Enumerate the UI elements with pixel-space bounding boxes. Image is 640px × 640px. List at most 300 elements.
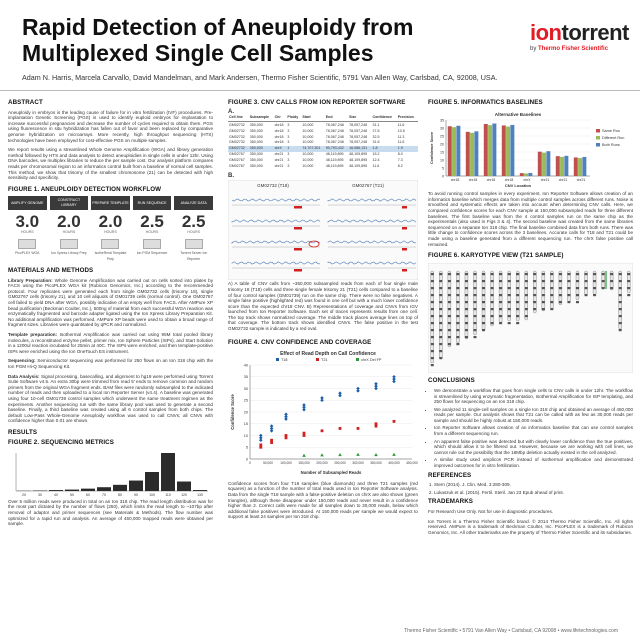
fig2-tick-label: 20 <box>22 493 26 498</box>
chromosome-band <box>602 280 605 282</box>
chromosome-band <box>525 294 528 296</box>
reference-item: 2. Lukaszuk et al. (2015). Fertil. Steril. Jan 23 Epub ahead of print. <box>434 490 633 496</box>
chromosome-band <box>456 294 459 296</box>
chromosome-band <box>456 343 459 345</box>
chromosome-band <box>482 329 485 331</box>
fig4-point-t21 <box>303 432 306 435</box>
chromosome-band <box>576 294 579 296</box>
chromosome-band <box>482 287 485 289</box>
workflow-step-unit: HOURS <box>20 230 34 235</box>
fig5-bar <box>502 125 506 176</box>
chromosome-band <box>431 280 434 282</box>
fig4-chart <box>228 349 418 479</box>
chromosome-band <box>567 280 570 282</box>
workflow-step-label: AMPLIFY GENOME <box>8 196 47 210</box>
chromosome-band <box>465 336 468 338</box>
reference-item: 1. Stern (2014). J. Clin. Med. 3:280-309. <box>434 482 633 488</box>
table-cell: 90,793,432 <box>325 146 348 152</box>
chromosome-band <box>439 315 442 317</box>
chromosome-band <box>448 315 451 317</box>
fig5-y-tick: 5 <box>442 165 444 170</box>
chromosome-band <box>439 357 442 359</box>
workflow-step-unit: HOURS <box>62 230 76 235</box>
fig4-legend-swatch <box>356 358 359 361</box>
list-item: • Ion Reporter Software allows creation of an informatics baseline that can use control samples from a different sequencing run. <box>434 425 633 436</box>
chromosome-band <box>499 273 502 275</box>
fig4-point-t21 <box>270 439 273 442</box>
chromosome-band <box>431 336 434 338</box>
table-cell: chr21 <box>274 164 284 169</box>
fig5-y-tick: 20 <box>440 141 444 146</box>
chromosome-band <box>473 287 476 289</box>
fig4-point-t18 <box>374 387 378 391</box>
abstract-p1: Aneuploidy in embryos is the leading cause of failure for in vitro fertilization (IVF) procedures. Pre-implantation Genetic Screening (PGS) is used to identify euploid embryos for implantation to increase successful pregnancies and decrease the number of cycles required to obtain them. PGS using fluorescence in situ hybridization has fallen out of favor and been replaced by comparative genome hybridization on microarrays. More recently, high throughput sequencing (HTS) technologies have been employed for cost-effective PGS on multiple samples. <box>8 109 213 143</box>
table-cell: 11.6 <box>397 122 405 127</box>
chromosome-band <box>482 294 485 296</box>
table-cell: 48,109,895 <box>349 158 368 163</box>
chromosome-band <box>610 287 613 289</box>
chromosome-band <box>465 315 468 317</box>
workflow-step <box>91 196 130 262</box>
fig4-legend-swatch <box>316 358 319 361</box>
fig5-category-label: chr18 <box>486 177 496 182</box>
chromosome-band <box>482 308 485 310</box>
methods-p1: Library Preparation: Whole Genome Amplification was carried out on cells sorted into plates by FACS using the PicoPLEX WGA kit (Rubicon Genomics, Inc.) according to the recommended protocol. Four replicates were generated each from single GM02732 cells (trisomy 18), single GM02767 cells (trisomy 21), and 10 cell aliquots of GM01739 cells (normal control). One GM02767 cell failed to yield DNA after WGA, possibly indicative of an empty well from FACS. After AMPure XP bead purification (Beckman Coulter, Inc.), 500ng of material from each successful WGA reaction was enzymatically fragmented and barcode adapter ligated using the Ion Xpress Library Preparation Kit. No additional amplification was performed. AMPure XP beads were used to obtain a broad range of fragment sizes. Libraries were quantitated by qPCR and normalized. <box>8 277 213 328</box>
references-heading: REFERENCES <box>428 471 472 479</box>
chromosome-band <box>465 301 468 303</box>
chromosome-band <box>448 294 451 296</box>
table-cell: 350,000 <box>249 128 263 133</box>
table-cell: 32.5 <box>372 134 380 139</box>
fig5-y-tick: 35 <box>440 117 444 122</box>
chromosome-band <box>473 280 476 282</box>
product-image <box>185 239 203 249</box>
chromosome-band <box>465 322 468 324</box>
fig3-label-b: B. <box>228 173 234 180</box>
table-cell: chr21 <box>274 158 284 163</box>
chromosome-band <box>491 287 494 289</box>
chromosome-band <box>533 294 536 296</box>
chromosome-band <box>456 315 459 317</box>
fig5-legend-swatch <box>596 143 600 147</box>
fig5-bar <box>456 125 460 175</box>
fig5-y-tick: 15 <box>440 149 444 154</box>
workflow-step-product: PicoPLEX WGA <box>15 250 40 255</box>
chromosome-band <box>593 287 596 289</box>
fig2-tick-label: 80 <box>118 493 122 498</box>
fig4-point-fp <box>302 454 306 457</box>
fig3-label-a: A. <box>228 108 234 115</box>
chromosome-band <box>542 273 545 275</box>
chromosome-band <box>567 273 570 275</box>
fig5-y-label: Confidence Score <box>430 131 434 164</box>
table-cell: chrX <box>274 146 287 152</box>
fig5-bar <box>470 132 474 175</box>
methods-p3: Sequencing: Semiconductor sequencing was performed for 250 flows on an Ion 318 chip with the Ion PGM Hi-Q Sequencing Kit. <box>8 358 213 369</box>
chromosome-band <box>542 287 545 289</box>
fig4-point-t21 <box>357 427 360 430</box>
chromosome-band <box>465 329 468 331</box>
chromosome-band <box>482 273 485 275</box>
fig4-point-t18 <box>302 403 306 407</box>
table-header-cell: Subsample <box>249 115 274 122</box>
chromosome-band <box>525 287 528 289</box>
table-cell: 78,067,248 <box>325 140 344 145</box>
chromosome-band <box>619 273 622 275</box>
product-image <box>101 239 119 249</box>
fig2-tick-label: 130 <box>197 493 203 498</box>
fig5-y-tick: 30 <box>440 125 444 130</box>
chromosome-band <box>542 308 545 310</box>
chromosome-band <box>576 287 579 289</box>
fig2-tick-label: 40 <box>54 493 58 498</box>
chromosome-band <box>439 301 442 303</box>
table-cell: 48,109,895 <box>349 164 368 169</box>
chromosome-band <box>439 336 442 338</box>
fig5-bar <box>506 126 510 175</box>
fig4-heading: FIGURE 4. CNV CONFIDENCE AND COVERAGE <box>228 338 372 346</box>
fig2-chart <box>8 449 213 497</box>
chromosome-band <box>516 287 519 289</box>
chromosome-band <box>576 301 579 303</box>
table-cell: 48,119,895 <box>325 158 344 163</box>
chromosome-band <box>567 287 570 289</box>
fig5-y-tick: 0 <box>442 173 444 178</box>
fig4-y-tick: 15 <box>243 422 248 427</box>
chromosome-band <box>439 322 442 324</box>
fig5-bar <box>560 156 564 175</box>
fig2-bar <box>177 482 191 492</box>
workflow-step-unit: HOURS <box>187 230 200 235</box>
table-cell: chr18 <box>274 122 284 127</box>
cnv-mark <box>402 248 407 251</box>
fig4-point-t21 <box>375 423 378 426</box>
fig5-legend-swatch <box>596 136 600 140</box>
table-cell: 78,067,248 <box>325 122 344 127</box>
cnv-mark <box>402 206 407 209</box>
ion-torrent-logo: iontorrent by Thermo Fisher Scientific <box>530 20 629 52</box>
methods-p2: Template preparation: Isothermal Amplification was carried out using 95M total pooled library molecules, a reconstituted enzyme pellet, primer mix, Ion Sphere Particles (ISPs), and Start Solution in a 1200ul reaction incubated for 25min at 40C. The ISPs were enriched, and then template-positive ISPs were enriched using the Ion OneTouch ES instrument. <box>8 332 213 354</box>
chromosome-band <box>456 280 459 282</box>
chromosome-band <box>482 322 485 324</box>
workflow-step-product: Ion PGM Sequencer <box>136 250 168 255</box>
chromosome-band <box>482 301 485 303</box>
fig4-legend-label: T21 <box>321 358 328 363</box>
fig5-bar <box>582 157 586 176</box>
list-item: • A similar study used amplicon PCR instead of isothermal amplification and demonstrated improved outcomes for in vitro fertilization. <box>434 457 633 468</box>
chromosome-band <box>508 294 511 296</box>
table-cell: 7.3 <box>397 158 403 163</box>
fig5-category-label: chr18 <box>504 177 514 182</box>
fig4-point-fp <box>338 453 342 456</box>
table-header-cell: Chr <box>274 115 287 122</box>
header-divider <box>0 90 640 91</box>
table-header-cell: Cell line <box>228 115 249 122</box>
fig4-legend-label: chrX Del FP <box>361 358 382 363</box>
table-cell: 48,109,895 <box>349 152 368 157</box>
fig5-category-label: chr18 <box>450 177 460 182</box>
chromosome-band <box>448 308 451 310</box>
fig5-bar <box>488 125 492 176</box>
table-header-cell: Precision <box>397 115 418 122</box>
fig4-point-t21 <box>321 430 324 433</box>
chromosome-band <box>465 308 468 310</box>
trademarks-p2: Ion Torrent is a Thermo Fisher Scientific brand. © 2014 Thermo Fisher Scientific, Inc. All rights reserved. AMPure is a trademark of Beckman Coulter, Inc. PicoPLEX is a trademark of Rubicon Genomics, Inc. All other trademarks are the property of Thermo Fisher Scientific and its subsidiaries. <box>428 518 633 535</box>
chromosome-band <box>439 350 442 352</box>
fig5-caption: To avoid running control samples in every experiment, Ion Reporter Software allows creation of an informatics baseline which merges data from multiple control samples across different runs. Noise is smoothed and systematic effects are taken into account when determining CNV calls. Here, we compared confidence scores for each CNV sample at 150,000 subsampled reads for three different baselines. The first baseline was from the 4 control samples run on the same chip as the experimentals (also used in Figs 3 & 4). The second baseline was created from the same libraries sequenced on a separate Ion 318 chip. The final baseline combined data from both runs. There was little change to confidence scores across the 3 baselines. Accurate calls for T18 and T21 could be made using a baseline generated from a different sequencing run. The chrX false positive call remained. <box>428 191 633 247</box>
fig4-point-t21 <box>259 444 262 447</box>
chromosome-band <box>585 287 588 289</box>
chromosome-band <box>439 273 442 275</box>
table-cell: 350,000 <box>249 152 263 157</box>
chromosome-band <box>559 280 562 282</box>
fig4-x-tick: 100,000 <box>280 461 292 466</box>
chromosome-band <box>448 336 451 338</box>
table-cell: 3 <box>287 152 290 157</box>
chromosome-band <box>619 308 622 310</box>
chromosome-band <box>627 287 630 289</box>
chromosome-band <box>533 273 536 275</box>
chromosome-band <box>593 294 596 296</box>
table-cell: 10,000 <box>302 164 314 169</box>
chromosome-band <box>542 301 545 303</box>
chromosome-band <box>559 287 562 289</box>
chromosome-band <box>516 301 519 303</box>
chromosome-band <box>602 287 605 289</box>
chromosome-band <box>550 273 553 275</box>
cnv-mark <box>294 269 302 272</box>
table-cell: chr21 <box>274 152 284 157</box>
fig5-category-label: chr21 <box>540 177 550 182</box>
chromosome-band <box>533 301 536 303</box>
chromosome <box>491 271 494 326</box>
chromosome-band <box>431 350 434 352</box>
references-list <box>428 482 633 495</box>
chromosome-band <box>491 280 494 282</box>
chromosome-band <box>508 322 511 324</box>
chromosome <box>619 271 622 329</box>
column-1 <box>8 100 213 531</box>
product-image <box>18 239 36 249</box>
table-cell: GM02732 <box>228 146 249 152</box>
fig5-legend-label: Both Runs <box>602 142 620 147</box>
fig4-point-t18 <box>259 434 263 438</box>
table-cell: 3 <box>287 134 290 139</box>
table-cell: 11.3 <box>397 134 405 139</box>
workflow-step-unit: HOURS <box>104 230 117 235</box>
table-cell: 48,119,895 <box>325 164 344 169</box>
chromosome-band <box>482 315 485 317</box>
fig2-tick-label: 60 <box>86 493 90 498</box>
fig3-caption: A) A table of CNV calls from ~350,000 subsampled reads from each of four single male trisomy 18 (T18) cells and three single female trisomy 21 (T21) cells compared to a baseline of four control samples (GM01739) run on the same chip. There were no false negatives. A single false positive (highlighted red) was found in one cell but with a much lower confidence score than the expected chr18 CNV. B) Representations of coverage and CNVs from IGV launched from Ion Reporter Software. Each set of traces represents results from one cell. The top track shows normalized coverage. The middle track places average lines on top of that coverage. The bottom track shows identified CNVs. The false positive in the test GM02732 sample is indicated by a red oval. <box>228 281 418 332</box>
chromosome-band <box>448 301 451 303</box>
table-cell: 350,000 <box>249 122 263 127</box>
workflow-step-label: PREPARE TEMPLATE <box>91 196 130 210</box>
fig5-chart <box>428 110 633 190</box>
table-cell: 31.1 <box>372 122 380 127</box>
table-cell: chr18 <box>274 140 284 145</box>
table-cell: 1.9 <box>397 146 418 152</box>
chromosome-band <box>559 294 562 296</box>
fig2-tick-label: 50 <box>70 493 74 498</box>
chromosome-band <box>439 294 442 296</box>
workflow-step-unit: HOURS <box>145 230 159 235</box>
chromosome-band <box>619 322 622 324</box>
table-cell: chr18 <box>274 128 284 133</box>
chromosome-band <box>593 280 596 282</box>
chromosome-band <box>516 273 519 275</box>
fig2-bar <box>129 481 143 491</box>
workflow-step-label: ANALYZE DATA <box>174 196 213 210</box>
workflow-step <box>50 196 89 262</box>
chromosome-band <box>448 322 451 324</box>
workflow-step-hours: 2.0 <box>98 212 123 232</box>
fig2-tick-label: 100 <box>149 493 155 498</box>
table-row <box>228 164 418 170</box>
table-cell: chr18 <box>274 134 284 139</box>
fig4-x-tick: 200,000 <box>316 461 328 466</box>
chromosome-band <box>499 322 502 324</box>
fig2-tick-label: 70 <box>102 493 106 498</box>
fig2-tick-label: 90 <box>134 493 138 498</box>
list-item: • An apparent false positive was detected but with clearly lower confidence than the true positives, which should allow it to be filtered out. However, because we are working with cell lines, we cannot rule out the possibility that the 18Mbp deletion actually existed in the cell analyzed. <box>434 439 633 456</box>
chromosome-band <box>619 280 622 282</box>
chromosome-band <box>550 280 553 282</box>
fig4-point-t18 <box>374 382 378 386</box>
chromosome-band <box>550 287 553 289</box>
chromosome-band <box>508 308 511 310</box>
fig4-caption: Confidence scores from four T18 samples (blue diamonds) and three T21 samples (red squares) as a function of the number of total reads used in Ion Reporter Software analysis. Data from the single T18 sample with a false-positive deletion on chrX are also shown (green triangles), although these disappear under 150,000 reads and never result in a confidence higher than 2. Correct calls were made for all samples down to 30,000 reads, below which additional false positives were introduced. At 150,000 reads per sample we would expect to support at least 24 samples per Ion 318 chip. <box>228 480 418 520</box>
fig4-y-tick: 10 <box>243 434 248 439</box>
chromosome-band <box>431 273 434 275</box>
fig5-bar <box>528 173 532 176</box>
fig5-bar <box>474 131 478 176</box>
column-2 <box>228 100 418 524</box>
table-cell: 3 <box>287 158 290 163</box>
chromosome-band <box>567 301 570 303</box>
fig4-point-fp <box>374 453 378 456</box>
fig4-title: Effect of Read Depth on Call Confidence <box>280 351 376 358</box>
authors: Adam N. Harris, Marcela Carvallo, David Mandelman, and Mark Andersen, Thermo Fisher Scientific, 5791 Van Allen Way, Carlsbad, CA, 92008, USA. <box>22 73 498 82</box>
fig4-y-tick: 35 <box>243 375 248 380</box>
chromosome-band <box>516 322 519 324</box>
table-cell: 1.8 <box>371 146 396 152</box>
chromosome-band <box>550 301 553 303</box>
chromosome-band <box>499 315 502 317</box>
chromosome-band <box>533 308 536 310</box>
fig5-bar <box>564 155 568 175</box>
workflow-step <box>133 196 172 262</box>
fig2-tick-label: 30 <box>38 493 42 498</box>
table-cell: 10,000 <box>302 128 314 133</box>
chromosome <box>542 271 545 311</box>
table-cell: 10,000 <box>302 152 314 157</box>
fig4-x-tick: 250,000 <box>334 461 346 466</box>
fig4-point-t18 <box>338 392 342 396</box>
fig2-bar <box>81 489 95 491</box>
table-cell: 10,000 <box>302 140 314 145</box>
table-header-cell: End <box>325 115 348 122</box>
workflow-step-label: CONSTRUCT LIBRARY <box>50 196 89 210</box>
fig5-bar <box>466 131 470 175</box>
fig4-point-t18 <box>284 413 288 417</box>
workflow-step-hours: 2.5 <box>181 212 206 232</box>
chromosome-band <box>491 301 494 303</box>
cnv-table <box>228 115 418 170</box>
chromosome-band <box>448 287 451 289</box>
chromosome-band <box>439 308 442 310</box>
conclusions-list <box>428 388 633 469</box>
chromosome-band <box>508 273 511 275</box>
fig5-bar <box>538 151 542 175</box>
fig5-category-label: chrX <box>523 177 531 182</box>
table-cell: 78,057,248 <box>349 134 368 139</box>
chromosome-band <box>499 308 502 310</box>
chromosome-band <box>448 280 451 282</box>
chromosome-band <box>559 273 562 275</box>
product-image <box>60 239 78 249</box>
chromosome-band <box>627 280 630 282</box>
chromosome-band <box>516 294 519 296</box>
trisomy-marker <box>605 271 606 289</box>
chromosome-band <box>593 273 596 275</box>
workflow-step-product: Ion Xpress Library Prep <box>51 250 87 255</box>
chromosome-band <box>473 322 476 324</box>
fig5-bar <box>542 152 546 175</box>
list-item: • We demonstrate a workflow that goes from single cells to CNV calls in under 12hr. The workflow is streamlined by using enzymatic fragmentation, Isothermal Amplification for ISP templating, and 250 flows for sequencing on an Ion 318 chip. <box>434 388 633 405</box>
igv-panel-right-label: GM02767 (T21) <box>352 182 384 188</box>
table-header-cell: Ploidy <box>286 115 301 122</box>
fig5-y-tick: 25 <box>440 133 444 138</box>
fig4-x-tick: 400,000 <box>388 461 400 466</box>
fig2-heading: FIGURE 2. SEQUENCING METRICS <box>8 438 114 446</box>
fig4-point-t18 <box>270 425 274 429</box>
chromosome-band <box>431 322 434 324</box>
list-item: • We analyzed 11 single-cell samples on a single Ion 318 chip and obtained an average of 450,000 reads per sample. Our analysis shows that T21 can be called with as few as 30,000 reads per sample and should be highly robust at 150,000 reads. <box>434 407 633 424</box>
table-cell: 78,057,248 <box>349 140 368 145</box>
chromosome-band <box>431 364 434 366</box>
chromosome-band <box>499 280 502 282</box>
chromosome-band <box>491 294 494 296</box>
fig4-x-tick: 50,000 <box>263 461 273 466</box>
chromosome-band <box>576 280 579 282</box>
workflow-step-hours: 3.0 <box>15 212 40 232</box>
table-cell: 350,000 <box>249 158 263 163</box>
fig2-bar <box>97 487 111 491</box>
chromosome-band <box>542 294 545 296</box>
fig5-category-label: chr21 <box>576 177 586 182</box>
table-cell: 3 <box>287 122 290 127</box>
table-cell: 78,067,248 <box>325 128 344 133</box>
chromosome-band <box>439 329 442 331</box>
chromosome-band <box>456 322 459 324</box>
chromosome-band <box>542 280 545 282</box>
chromosome-band <box>627 273 630 275</box>
fig5-bar <box>578 158 582 176</box>
results-heading: RESULTS <box>8 428 38 436</box>
table-cell: 74,707,301 <box>301 146 324 152</box>
fig4-y-tick: 30 <box>243 387 248 392</box>
table-cell: 1 <box>286 146 301 152</box>
fig4-point-fp <box>356 453 360 456</box>
chromosome-band <box>627 294 630 296</box>
chromosome-band <box>525 315 528 317</box>
product-image <box>143 239 161 249</box>
chromosome-band <box>508 315 511 317</box>
fig4-y-tick: 20 <box>243 410 248 415</box>
table-cell: 3 <box>287 164 290 169</box>
table-cell: 16,086,131 <box>348 146 371 152</box>
